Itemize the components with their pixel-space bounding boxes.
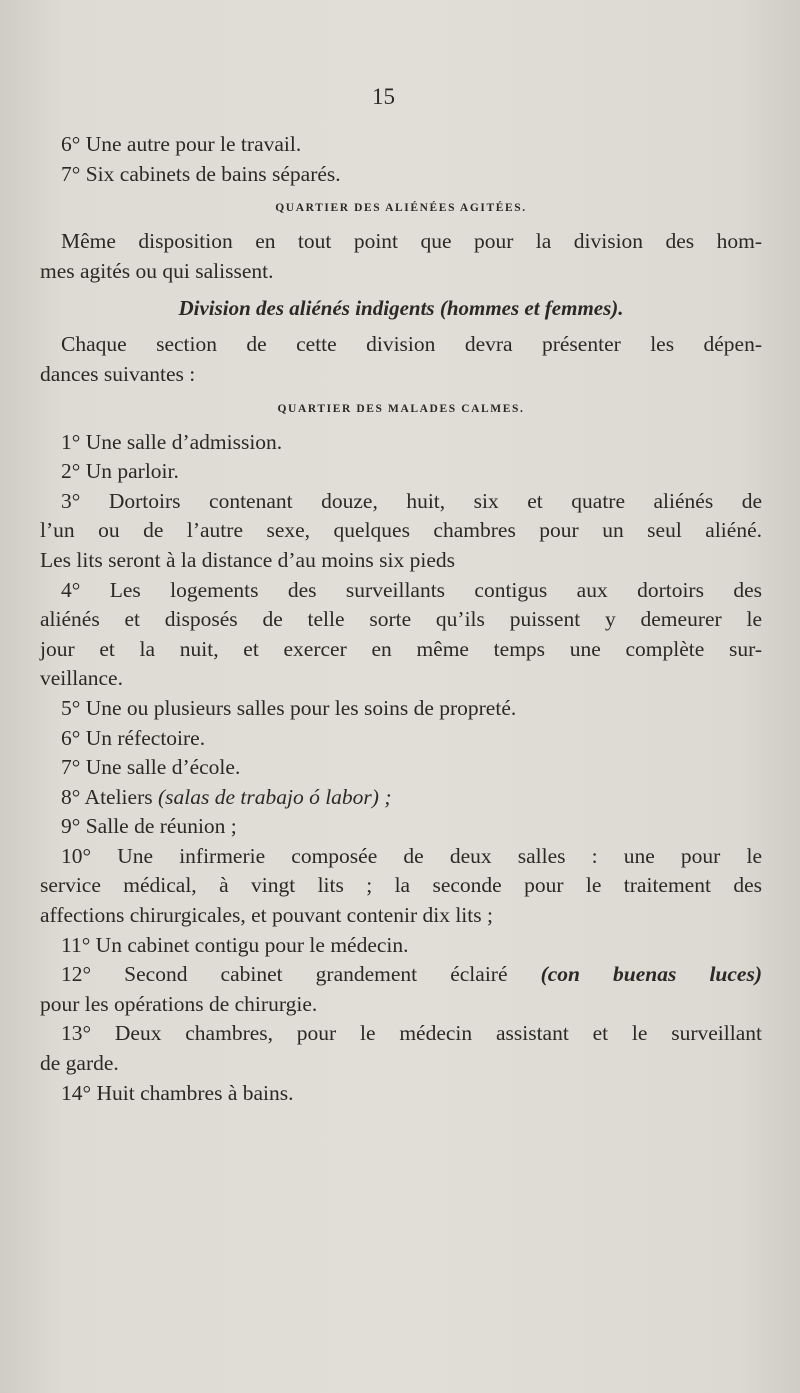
section-heading: QUARTIER DES MALADES CALMES. (277, 402, 525, 415)
text-line: 14° Huit chambres à bains. (61, 1080, 294, 1105)
text-line: service médical, à vingt lits ; la seconde pour le traitement des (40, 873, 762, 898)
text-line (40, 960, 762, 990)
body-text (40, 130, 762, 1108)
italic-span: (con buenas luces) (540, 962, 762, 987)
text-line (40, 783, 762, 813)
text-line: 11° Un cabinet contigu pour le médecin. (61, 932, 409, 957)
division-heading: Division des aliénés indigents (hommes et femmes). (178, 296, 624, 321)
text-span: 8° Ateliers (61, 784, 158, 809)
text-line: pour les opérations de chirurgie. (40, 991, 318, 1016)
text-line: 2° Un parloir. (61, 459, 179, 484)
text-line: 13° Deux chambres, pour le médecin assistant et le surveillant (61, 1021, 762, 1046)
text-line: 7° Une salle d’école. (61, 755, 241, 780)
text-line: affections chirurgicales, et pouvant contenir dix lits ; (40, 903, 493, 928)
text-line: de garde. (40, 1051, 119, 1076)
section-heading: QUARTIER DES ALIÉNÉES AGITÉES. (275, 202, 527, 215)
text-line: aliénés et disposés de telle sorte qu’ils puissent y demeurer le (40, 607, 762, 632)
text-line: Les lits seront à la distance d’au moins six pieds (40, 547, 455, 572)
text-line: 6° Une autre pour le travail. (61, 132, 302, 156)
text-line: 6° Un réfectoire. (61, 725, 206, 750)
italic-span: (salas de trabajo ó labor) ; (157, 784, 392, 809)
text-span: 12° Second cabinet grandement éclairé (61, 962, 541, 987)
text-line: 10° Une infirmerie composée de deux salles : une pour le (61, 843, 762, 868)
text-line: 4° Les logements des surveillants contigus aux dortoirs des (61, 577, 762, 602)
text-line: 3° Dortoirs contenant douze, huit, six et quatre aliénés de (61, 488, 762, 513)
text-line: 7° Six cabinets de bains séparés. (61, 161, 341, 186)
page-number: 15 (372, 84, 395, 109)
text-line: 1° Une salle d’admission. (61, 429, 283, 454)
text-line: dances suivantes : (40, 361, 196, 386)
text-line: Chaque section de cette division devra présenter les dépen- (61, 332, 762, 357)
text-line: veillance. (40, 666, 123, 691)
text-line: jour et la nuit, et exercer en même temps une complète sur- (40, 636, 762, 661)
text-line: 5° Une ou plusieurs salles pour les soins de propreté. (61, 695, 517, 720)
text-line: Même disposition en tout point que pour la division des hom- (61, 229, 762, 254)
text-line: 9° Salle de réunion ; (61, 814, 237, 839)
text-line: l’un ou de l’autre sexe, quelques chambres pour un seul aliéné. (40, 518, 762, 543)
text-line: mes agités ou qui salissent. (40, 258, 274, 283)
